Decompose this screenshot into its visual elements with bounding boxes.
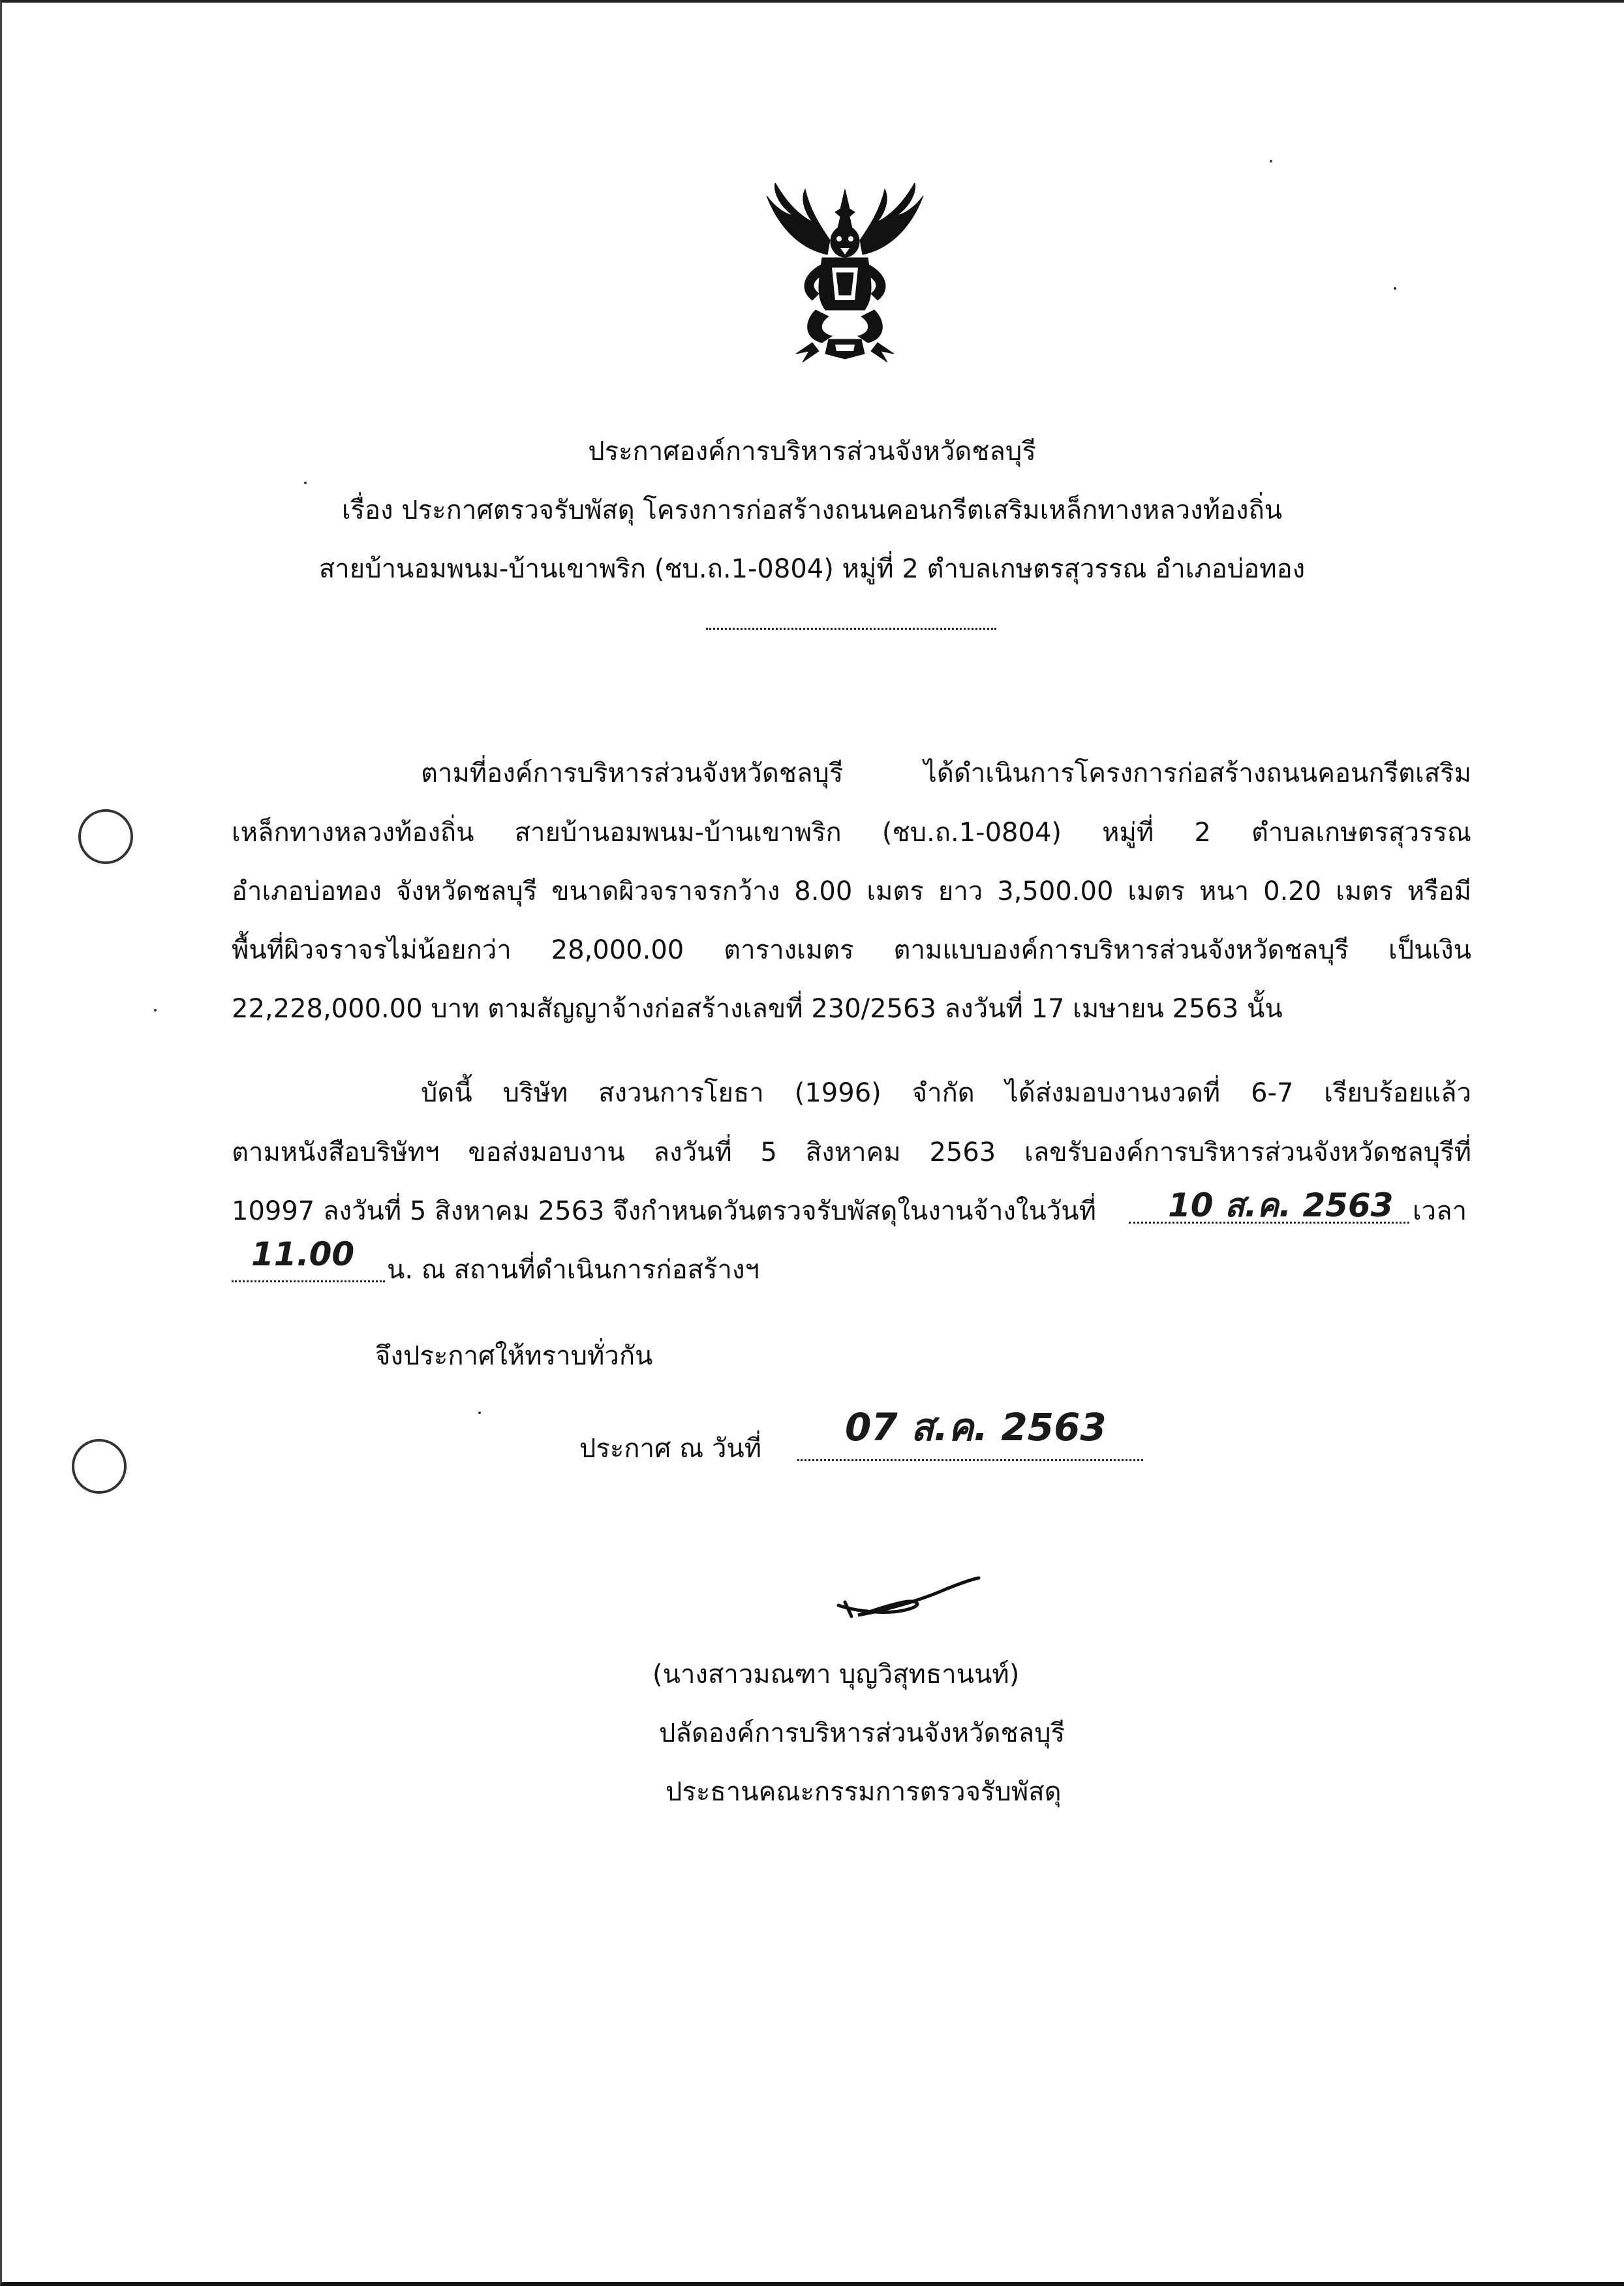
para1-line4: พื้นที่ผิวจราจรไม่น้อยกว่า 28,000.00 ตารางเมตร ตามแบบองค์การบริหารส่วนจังหวัดชลบุรี เป็นเงิน	[232, 935, 1471, 965]
announce-date-handwritten: 07 ส.ค. 2563	[845, 1405, 1107, 1449]
scan-speck	[478, 1412, 481, 1414]
header-route: สายบ้านอมพนม-บ้านเขาพริก (ชบ.ถ.1-0804) หมู่ที่ 2 ตำบลเกษตรสุวรรณ อำเภอบ่อทอง	[318, 554, 1306, 584]
header-divider-dots	[706, 628, 996, 630]
announce-date-dots	[797, 1459, 1143, 1461]
para1-line3: อำเภอบ่อทอง จังหวัดชลบุรี ขนาดผิวจราจรกว้าง 8.00 เมตร ยาว 3,500.00 เมตร หนา 0.20 เมตร หรือมี	[232, 876, 1471, 906]
para1-line2: เหล็กทางหลวงท้องถิ่น สายบ้านอมพนม-บ้านเขาพริก (ชบ.ถ.1-0804) หมู่ที่ 2 ตำบลเกษตรสุวรรณ	[232, 818, 1471, 848]
signatory-title: ปลัดองค์การบริหารส่วนจังหวัดชลบุรี	[659, 1718, 1065, 1748]
scan-speck	[154, 1009, 157, 1012]
hole-punch-bottom	[72, 1439, 127, 1494]
para1-line1: ตามที่องค์การบริหารส่วนจังหวัดชลบุรี ได้ดำเนินการโครงการก่อสร้างถนนคอนกรีตเสริม	[421, 758, 1471, 788]
para2-line3-suffix: เวลา	[1413, 1196, 1467, 1226]
announce-all: จึงประกาศให้ทราบทั่วกัน	[375, 1341, 653, 1371]
para2-line3-prefix: 10997 ลงวันที่ 5 สิงหาคม 2563 จึงกำหนดวันตรวจรับพัสดุในงานจ้างในวันที่	[232, 1196, 1096, 1226]
announce-date-label: ประกาศ ณ วันที่	[579, 1434, 762, 1464]
scan-speck	[1394, 287, 1396, 290]
para1-line5: 22,228,000.00 บาท ตามสัญญาจ้างก่อสร้างเลขที่ 230/2563 ลงวันที่ 17 เมษายน 2563 นั้น	[232, 994, 1283, 1024]
inspection-time-handwritten: 11.00	[251, 1235, 355, 1273]
signatory-name: (นางสาวมณฑา บุญวิสุทธานนท์)	[652, 1660, 1020, 1690]
scan-speck	[304, 482, 307, 484]
para2-line4-suffix: น. ณ สถานที่ดำเนินการก่อสร้างฯ	[387, 1255, 759, 1285]
signatory-committee-role: ประธานคณะกรรมการตรวจรับพัสดุ	[666, 1777, 1062, 1807]
para2-line1: บัดนี้ บริษัท สงวนการโยธา (1996) จำกัด ได้ส่งมอบงานงวดที่ 6-7 เรียบร้อยแล้ว	[421, 1078, 1471, 1108]
header-title: ประกาศองค์การบริหารส่วนจังหวัดชลบุรี	[588, 437, 1036, 467]
inspection-time-dots	[232, 1280, 385, 1282]
signature	[832, 1576, 988, 1628]
para2-line2: ตามหนังสือบริษัทฯ ขอส่งมอบงาน ลงวันที่ 5 สิงหาคม 2563 เลขรับองค์การบริหารส่วนจังหวัดชลบุรีที่	[232, 1137, 1471, 1167]
hole-punch-top	[78, 809, 133, 864]
header-subject: เรื่อง ประกาศตรวจรับพัสดุ โครงการก่อสร้างถนนคอนกรีตเสริมเหล็กทางหลวงท้องถิ่น	[341, 495, 1283, 525]
inspection-date-handwritten: 10 ส.ค. 2563	[1168, 1186, 1394, 1224]
scan-speck	[1270, 160, 1272, 162]
garuda-emblem	[750, 183, 940, 365]
